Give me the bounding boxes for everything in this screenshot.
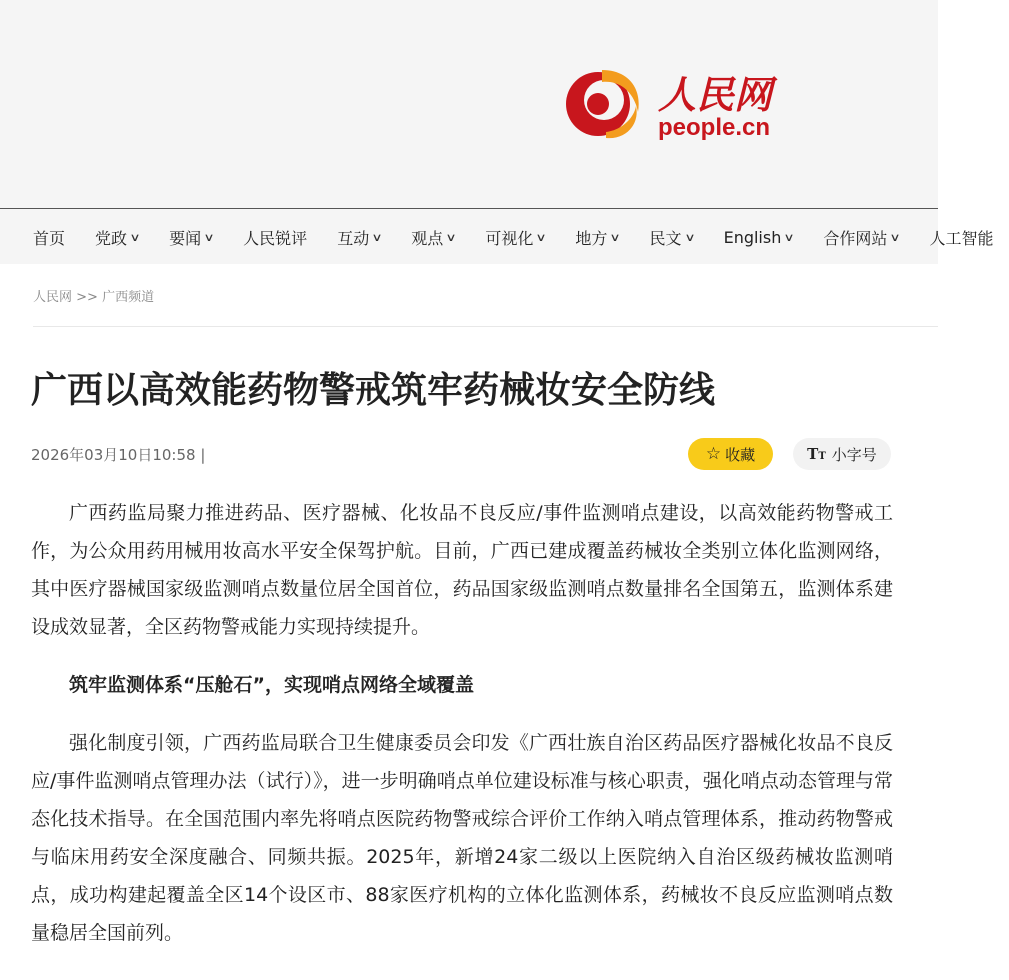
nav-item-9[interactable]: [709, 209, 809, 265]
chevron-down-icon: ∨: [535, 230, 548, 244]
nav-item-label: 人工智能: [929, 228, 994, 248]
main-nav: [0, 208, 994, 264]
favorite-label: 收藏: [725, 445, 756, 464]
header-banner: [0, 0, 938, 208]
nav-item-label: 首页: [33, 228, 66, 248]
chevron-down-icon: ∨: [609, 230, 622, 244]
nav-item-0[interactable]: [18, 209, 80, 265]
nav-item-7[interactable]: [560, 209, 634, 265]
breadcrumb-divider: [33, 326, 938, 327]
font-size-label: 小字号: [831, 445, 877, 464]
article-body: [31, 494, 893, 972]
article-meta: 2026年03月10日10:58 |: [31, 446, 206, 464]
font-size-button[interactable]: [793, 438, 891, 470]
font-size-icon: TT: [807, 445, 826, 463]
nav-item-8[interactable]: [635, 209, 709, 265]
nav-item-label: 互动: [337, 228, 370, 248]
chevron-down-icon: ∨: [371, 230, 383, 244]
nav-item-label: 合作网站: [823, 228, 888, 248]
nav-item-10[interactable]: [808, 209, 914, 265]
nav-item-4[interactable]: [322, 209, 396, 265]
people-cn-logo[interactable]: [562, 62, 782, 146]
chevron-down-icon: ∨: [445, 230, 457, 244]
favorite-button[interactable]: [688, 438, 773, 470]
article-paragraph: 强化制度引领，广西药监局联合卫生健康委员会印发《广西壮族自治区药品医疗器械化妆品不良反应/事件监测哨点管理办法（试行）》，进一步明确哨点单位建设标准与核心职责，强化哨点动态管理与常态化技术指导。在全国范围内率先将哨点医院药物警戒综合评价工作纳入哨点管理体系，推动药物警戒与临床用药安全深度融合、同频共振。2025年，新增24家二级以上医院纳入自治区级药械妆监测哨点，成功构建起覆盖全区14个设区市、88家医疗机构的立体化监测体系，药械妆不良反应监测哨点数量稳居全国前列。: [31, 732, 893, 944]
chevron-down-icon: ∨: [203, 230, 215, 244]
chevron-down-icon: ∨: [889, 230, 902, 244]
nav-item-6[interactable]: [470, 209, 560, 265]
nav-item-label: 地方: [575, 228, 608, 248]
nav-item-label: 人民锐评: [243, 228, 308, 248]
nav-item-5[interactable]: [396, 209, 470, 265]
article-title: 广西以高效能药物警戒筑牢药械妆安全防线: [31, 370, 716, 411]
logo-swirl-icon: [562, 62, 648, 146]
breadcrumb: [33, 286, 154, 305]
nav-item-label: 观点: [411, 228, 444, 248]
star-icon: ☆: [705, 444, 722, 464]
article-subheading: 筑牢监测体系“压舱石”，实现哨点网络全域覆盖: [69, 674, 474, 696]
nav-item-2[interactable]: [154, 209, 228, 265]
nav-item-label: 要闻: [169, 228, 202, 248]
nav-item-label: 党政: [95, 228, 128, 248]
nav-item-3[interactable]: [228, 209, 322, 265]
nav-item-1[interactable]: [80, 209, 154, 265]
article-paragraph: 广西药监局聚力推进药品、医疗器械、化妆品不良反应/事件监测哨点建设，以高效能药物警戒工作，为公众用药用械用妆高水平安全保驾护航。目前，广西已建成覆盖药械妆全类别立体化监测网络，其中医疗器械国家级监测哨点数量位居全国首位，药品国家级监测哨点数量排名全国第五，监测体系建设成效显著，全区药物警戒能力实现持续提升。: [31, 502, 893, 638]
nav-item-11[interactable]: [915, 209, 1009, 265]
logo-en-text: people.cn: [658, 114, 771, 141]
chevron-down-icon: ∨: [783, 230, 796, 244]
nav-item-label: English: [723, 227, 782, 247]
chevron-down-icon: ∨: [129, 230, 141, 244]
breadcrumb-channel-link[interactable]: 广西频道: [102, 290, 155, 305]
logo-cn-text: 人民网: [658, 72, 773, 117]
chevron-down-icon: ∨: [683, 230, 696, 244]
breadcrumb-home-link[interactable]: 人民网: [33, 290, 73, 305]
breadcrumb-separator: >>: [76, 290, 98, 305]
nav-item-label: 民文: [649, 228, 682, 248]
nav-item-label: 可视化: [485, 228, 534, 248]
